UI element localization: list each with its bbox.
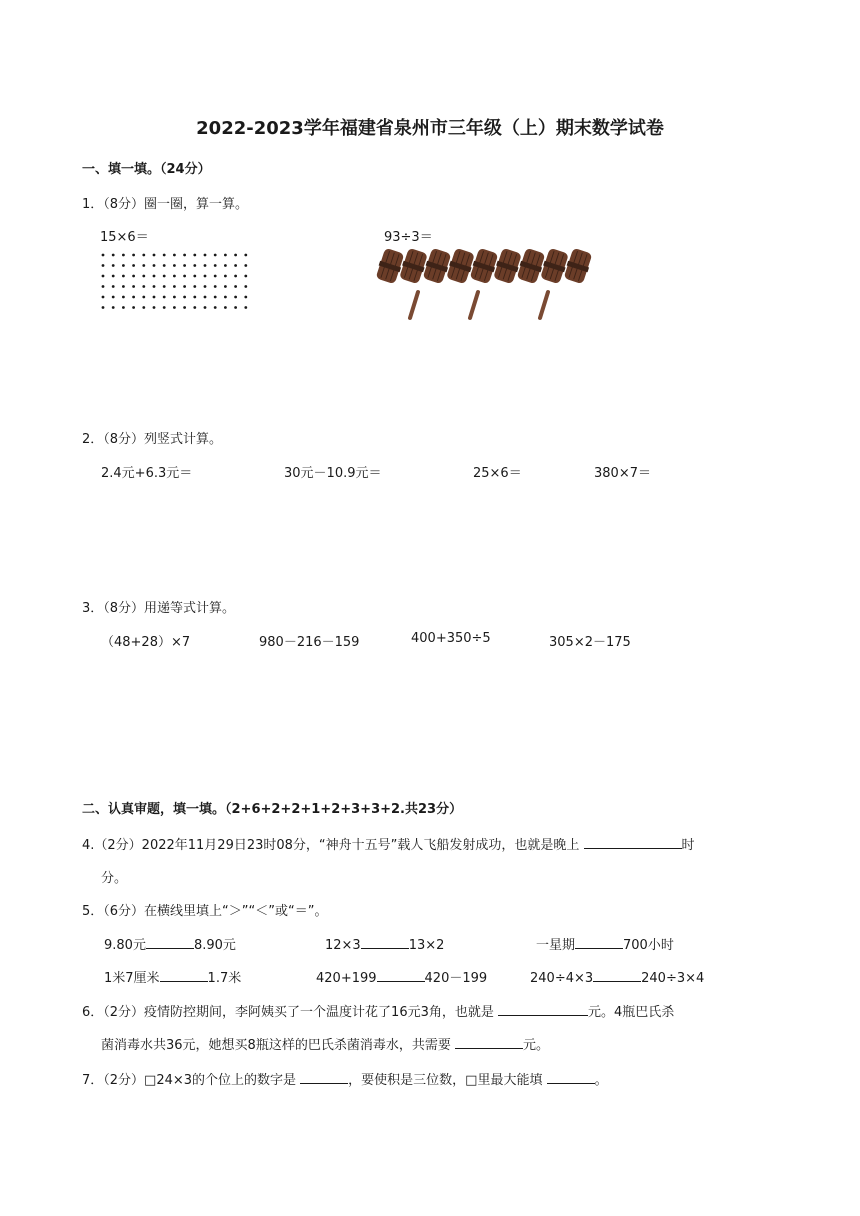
q5-compare-5 [316,967,487,986]
dot [112,306,115,309]
q2-item-2: 30元－10.9元＝ [284,466,382,481]
dot [173,254,176,257]
section1-heading: 一、填一填。（24分） [82,162,211,177]
dot [183,275,186,278]
dot [234,285,237,288]
q5-compare-2 [325,934,444,953]
q5-c5-left: 420+199 [316,971,377,986]
q5-c3-right: 700小时 [623,938,674,953]
q5-c4-left: 1米7厘米 [104,971,160,986]
dot [142,275,145,278]
dot [142,306,145,309]
dot [122,275,125,278]
dot [234,275,237,278]
dot [153,254,156,257]
dot [153,296,156,299]
dot [102,254,105,257]
dot [122,306,125,309]
dot [234,306,237,309]
q1-expr-right: 93÷3＝ [384,230,433,245]
q1-expr-left: 15×6＝ [100,230,149,245]
dot [193,296,196,299]
dot [204,296,207,299]
dot [224,275,227,278]
q5-c4-blank[interactable] [160,967,208,982]
q3-text: 3．（8分）用递等式计算。 [82,601,236,616]
q5-text: 5．（6分）在横线里填上“＞”“＜”或“＝”。 [82,904,328,919]
q6-text-c: 菌消毒水共36元，她想买8瓶这样的巴氏杀菌消毒水，共需要 [101,1038,451,1053]
dot [102,296,105,299]
q6-text-a: 6．（2分）疫情防控期间，李阿姨买了一个温度计花了16元3角，也就是 [82,1005,494,1020]
q6-text-d: 元。 [522,1038,549,1053]
dot [193,306,196,309]
q5-c3-left: 一星期 [536,938,576,953]
stick-bundle [375,247,406,284]
dot [163,296,166,299]
dot [163,264,166,267]
stick-bundle [422,247,453,284]
dot [244,306,247,309]
dot [173,275,176,278]
stick-bundle [539,247,570,284]
dot [122,264,125,267]
stick-bundle [516,247,547,284]
dot [142,296,145,299]
q5-compare-4 [104,967,241,986]
dot [122,296,125,299]
dot [234,264,237,267]
dot [204,254,207,257]
dot [142,254,145,257]
dot [193,275,196,278]
dot [224,254,227,257]
q5-c4-right: 1.7米 [207,971,242,986]
dot-grid [96,248,256,318]
q2-item-3: 25×6＝ [473,466,522,481]
dot [142,285,145,288]
q5-c2-blank[interactable] [361,934,409,949]
dot [173,306,176,309]
single-stick [470,292,478,318]
q5-c2-right: 13×2 [408,938,445,953]
q6-line1 [82,1001,674,1020]
stick-bundle [398,247,429,284]
dot [153,306,156,309]
dot [183,296,186,299]
q5-c6-right: 240÷3×4 [641,971,705,986]
q3-item-3: 400+350÷5 [411,631,491,646]
dot [214,275,217,278]
dot [244,275,247,278]
dot [122,254,125,257]
dot [224,306,227,309]
q7-line [82,1069,608,1088]
q5-compare-3 [536,934,674,953]
dot [112,254,115,257]
dot [122,285,125,288]
q5-c6-blank[interactable] [593,967,641,982]
dot [173,264,176,267]
dot [112,275,115,278]
dot [132,285,135,288]
dot [173,296,176,299]
dot [132,296,135,299]
q5-c6-left: 240÷4×3 [530,971,594,986]
dot [102,264,105,267]
stick-bundle [563,247,594,284]
dot [234,254,237,257]
dot [224,285,227,288]
q2-item-4: 380×7＝ [594,466,651,481]
q5-c2-left: 12×3 [325,938,361,953]
q4-line2: 分。 [101,871,128,886]
page-title: 2022-2023学年福建省泉州市三年级（上）期末数学试卷 [196,118,664,139]
single-stick [540,292,548,318]
dot [244,285,247,288]
dot [132,254,135,257]
dot [234,296,237,299]
dot [224,296,227,299]
dot [244,264,247,267]
dot [132,275,135,278]
dot [204,264,207,267]
q4-text: 4.（2分）2022年11月29日23时08分，“神舟十五号”载人飞船发射成功，也就是晚上 [82,838,580,853]
q3-item-4: 305×2－175 [549,635,631,650]
q7-text-c: 。 [594,1073,608,1088]
dot [193,285,196,288]
q6-text-b: 元。4瓶巴氏杀 [588,1005,675,1020]
dot [112,296,115,299]
dot [102,306,105,309]
q4-answer-blank[interactable] [584,834,682,849]
dot [193,254,196,257]
q5-compare-6 [530,967,704,986]
dot [244,254,247,257]
dot [214,306,217,309]
dot [193,264,196,267]
dot [183,306,186,309]
dot [153,275,156,278]
q5-c5-blank[interactable] [377,967,425,982]
section2-heading: 二、认真审题，填一填。（2+6+2+2+1+2+3+3+2.共23分） [82,802,463,817]
stick-bundles-illustration [374,246,594,324]
dot [183,285,186,288]
dot [112,285,115,288]
q7-blank-2[interactable] [547,1069,595,1084]
dot [204,285,207,288]
dot [214,285,217,288]
dot [214,264,217,267]
dot [244,296,247,299]
dot [163,254,166,257]
q5-c1-left: 9.80元 [104,938,146,953]
q7-text-b: ，要使积是三位数，□里最大能填 [348,1073,543,1088]
q1-text: 1．（8分）圈一圈，算一算。 [82,197,249,212]
dot [112,264,115,267]
q2-text: 2．（8分）列竖式计算。 [82,432,223,447]
q4-unit: 时 [681,838,695,853]
stick-bundle [445,247,476,284]
q5-c1-right: 8.90元 [193,938,236,953]
dot [173,285,176,288]
dot [102,285,105,288]
q5-compare-1 [104,934,236,953]
q7-text-a: 7．（2分）□24×3的个位上的数字是 [82,1073,297,1088]
q6-line2 [101,1034,549,1053]
q3-item-1: （48+28）×7 [101,635,191,650]
dot [102,275,105,278]
dot [132,306,135,309]
dot [183,254,186,257]
dot [214,254,217,257]
q3-item-2: 980－216－159 [259,635,360,650]
dot [132,264,135,267]
dot [163,285,166,288]
dot [153,285,156,288]
dot [153,264,156,267]
dot [204,275,207,278]
dot [204,306,207,309]
q5-c3-blank[interactable] [575,934,623,949]
q6-blank-1[interactable] [498,1001,588,1016]
dot [142,264,145,267]
q4-line1 [82,834,695,853]
stick-bundle [492,247,523,284]
q2-item-1: 2.4元+6.3元＝ [101,466,193,481]
q5-c5-right: 420－199 [424,971,488,986]
dot [163,275,166,278]
dot [183,264,186,267]
q6-blank-2[interactable] [455,1034,523,1049]
stick-bundle [469,247,500,284]
q7-blank-1[interactable] [300,1069,348,1084]
q5-c1-blank[interactable] [146,934,194,949]
dot [224,264,227,267]
dot [163,306,166,309]
dot [214,296,217,299]
single-stick [410,292,418,318]
